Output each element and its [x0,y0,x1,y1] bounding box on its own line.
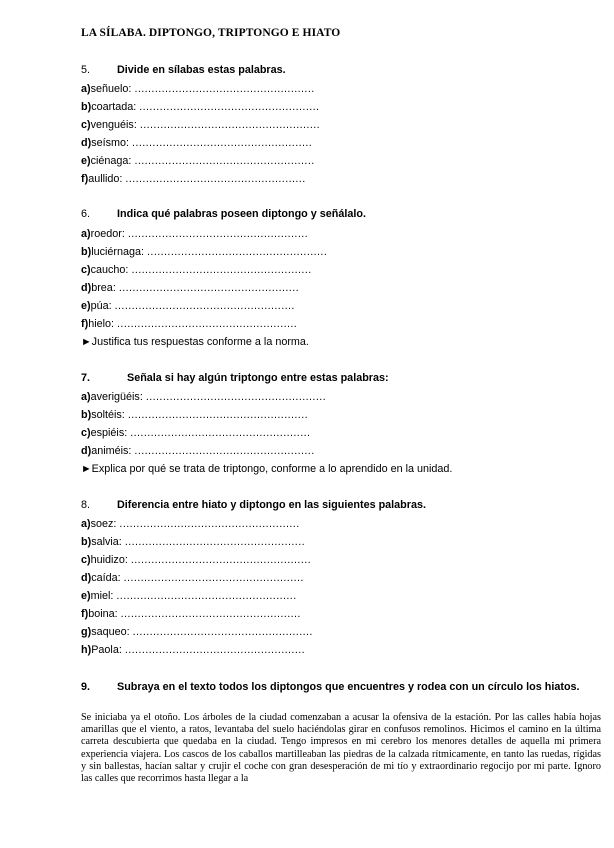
question-6-note: ►Justifica tus respuestas conforme a la norma. [81,336,309,348]
item-word: soltéis: [91,409,128,421]
item-letter: c) [81,554,91,566]
item-letter: d) [81,282,92,294]
item-word: miel: [90,590,117,602]
question-9-heading [81,681,601,694]
answer-blank[interactable]: ..................................................... [134,445,315,457]
answer-blank[interactable]: ..................................................... [127,409,308,421]
item-letter: b) [81,536,92,548]
answer-line [81,136,312,150]
question-number: 5. [81,64,91,76]
reading-paragraph: Se iniciaba ya el otoño. Los árboles de la ciudad comenzaban a acusar la ofensiva de la estación. Por las calles había hojas amarillas que el viento, a ratos, levantaba del suelo haciéndolas girar en confusos remolinos. Hicimos el camino en la última carreta descubierta que quedaba en la ciudad. Tengo impresos en mi cerebro los menores detalles de aquella mi primera experiencia viajera. Los cascos de los caballos martilleaban las piedras de la calzada rítmicamente, en tanto las ruedas, rígidas y sin ballestas, hacían saltar y crujir el coche con gran desesperación de mi tío y extraordinario regocijo por mi parte. Ignoro las calles que recorrimos hasta llegar a la [81,712,601,785]
answer-line [81,643,305,657]
answer-line [81,625,313,639]
item-letter: e) [81,590,91,602]
item-word: luciérnaga: [91,246,148,258]
item-word: boina: [88,608,121,620]
answer-blank[interactable]: ..................................................... [147,246,328,258]
answer-blank[interactable]: ..................................................... [124,536,305,548]
answer-blank[interactable]: ..................................................... [139,101,320,113]
item-letter: f) [81,173,89,185]
question-8-heading [81,499,426,511]
answer-line [81,317,297,331]
answer-line [81,426,310,440]
answer-blank[interactable]: ..................................................... [123,572,304,584]
answer-line [81,281,299,295]
answer-line [81,172,306,186]
answer-blank[interactable]: ..................................................... [120,608,301,620]
item-letter: a) [81,83,91,95]
item-letter: f) [81,318,89,330]
answer-line [81,118,320,132]
item-word: seísmo: [91,137,133,149]
item-letter: e) [81,155,91,167]
item-letter: c) [81,264,91,276]
item-word: soez: [90,518,120,530]
answer-blank[interactable]: ..................................................... [117,318,298,330]
answer-line [81,444,315,458]
item-word: espiéis: [90,427,131,439]
item-word: señuelo: [90,83,135,95]
answer-blank[interactable]: ..................................................... [134,155,315,167]
item-word: huidizo: [90,554,131,566]
answer-blank[interactable]: ..................................................... [134,83,315,95]
answer-line [81,571,304,585]
answer-blank[interactable]: ..................................................... [132,137,313,149]
answer-line [81,227,308,241]
answer-blank[interactable]: ..................................................... [132,626,313,638]
answer-blank[interactable]: ..................................................... [116,590,297,602]
answer-line [81,607,301,621]
item-word: brea: [91,282,119,294]
answer-line [81,517,300,531]
item-word: ciénaga: [90,155,135,167]
item-letter: e) [81,300,91,312]
question-number: 7. [81,372,91,384]
answer-line [81,535,305,549]
question-7-note: ►Explica por qué se trata de triptongo, conforme a lo aprendido en la unidad. [81,463,453,475]
answer-line [81,299,295,313]
item-word: venguéis: [90,119,140,131]
question-number: 8. [81,499,91,511]
answer-line [81,154,315,168]
answer-line [81,263,312,277]
answer-blank[interactable]: ..................................................... [124,644,306,656]
answer-blank[interactable]: ..................................................... [125,173,306,185]
item-letter: b) [81,246,92,258]
answer-line [81,100,319,114]
item-word: roedor: [90,228,128,240]
question-text: Indica qué palabras poseen diptongo y señálalo. [117,208,366,220]
item-letter: a) [81,228,91,240]
answer-line [81,245,327,259]
item-letter: b) [81,409,92,421]
question-text: Señala si hay algún triptongo entre estas palabras: [127,372,389,384]
item-word: caída: [91,572,124,584]
item-word: hielo: [88,318,118,330]
answer-line [81,553,311,567]
page-title: LA SÍLABA. DIPTONGO, TRIPTONGO E HIATO [81,27,341,39]
question-7-heading [81,372,389,384]
question-6-heading [81,208,366,220]
item-word: coartada: [91,101,140,113]
item-letter: d) [81,445,92,457]
item-letter: f) [81,608,89,620]
question-5-heading [81,64,286,76]
item-letter: b) [81,101,92,113]
item-word: saqueo: [91,626,133,638]
question-text: Divide en sílabas estas palabras. [117,64,286,76]
item-letter: h) [81,644,92,656]
answer-line [81,82,315,96]
answer-blank[interactable]: ..................................................... [131,264,312,276]
question-text: Subraya en el texto todos los diptongos que encuentres y rodea con un círculo los hiatos. [117,681,580,693]
item-letter: c) [81,427,91,439]
question-number: 9. [81,681,91,693]
answer-line [81,408,308,422]
item-letter: d) [81,572,92,584]
item-word: púa: [90,300,115,312]
item-letter: a) [81,518,91,530]
item-letter: a) [81,391,91,403]
item-word: salvia: [91,536,125,548]
item-word: aullido: [88,173,126,185]
item-letter: g) [81,626,92,638]
item-word: Paola: [91,644,125,656]
answer-line [81,390,326,404]
answer-blank[interactable]: ..................................................... [130,427,311,439]
item-word: averigüéis: [90,391,146,403]
answer-blank[interactable]: ..................................................... [145,391,327,403]
answer-blank[interactable]: ..................................................... [119,518,300,530]
answer-blank[interactable]: ..................................................... [114,300,295,312]
item-word: animéis: [91,445,135,457]
item-letter: d) [81,137,92,149]
item-word: caucho: [90,264,132,276]
question-text: Diferencia entre hiato y diptongo en las siguientes palabras. [117,499,426,511]
answer-blank[interactable]: ..................................................... [118,282,299,294]
item-letter: c) [81,119,91,131]
answer-blank[interactable]: ..................................................... [127,228,309,240]
question-number: 6. [81,208,91,220]
answer-blank[interactable]: ..................................................... [130,554,312,566]
answer-line [81,589,297,603]
answer-blank[interactable]: ..................................................... [139,119,321,131]
